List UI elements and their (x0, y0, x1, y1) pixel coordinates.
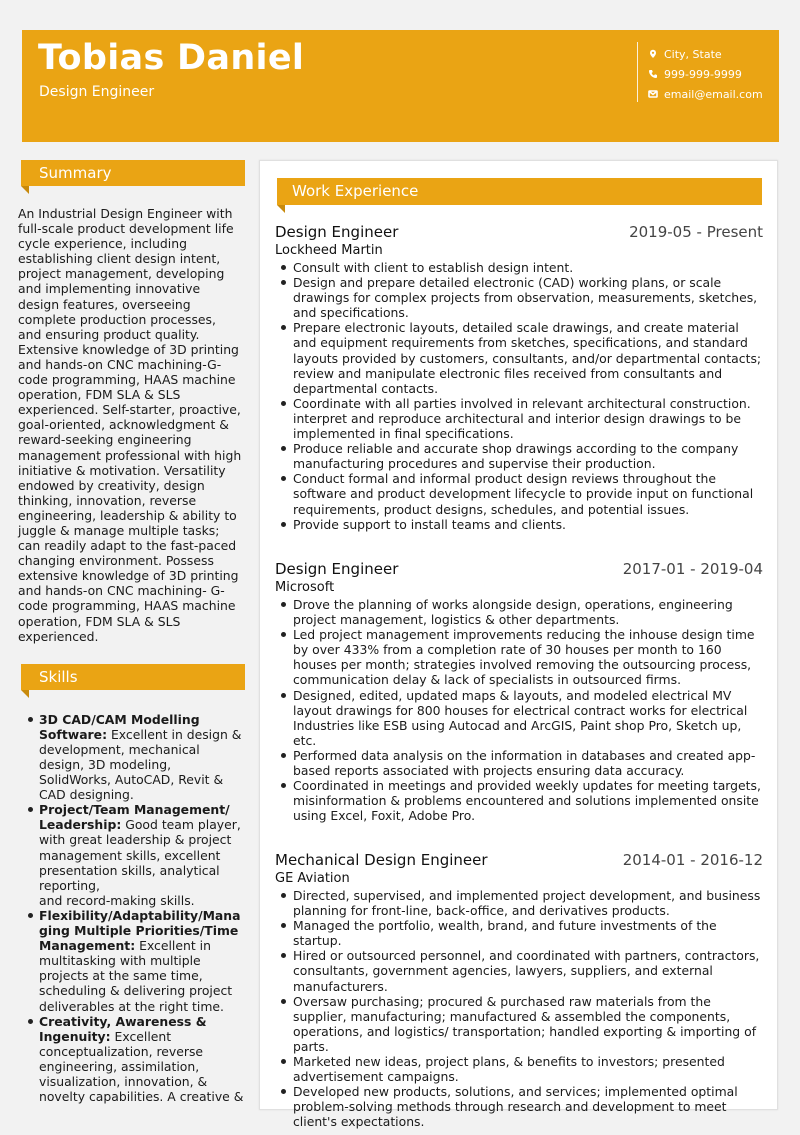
contact-divider (637, 42, 638, 102)
job-bullet: Developed new products, solutions, and services; implemented optimal problem-solving methods through research and development to meet client's expectations. (275, 1084, 763, 1129)
skill-label: Flexibility/Adaptability/Managing Multiple Priorities/Time Management: (39, 907, 241, 954)
skill-label: 3D CAD/CAM Modelling Software: (39, 711, 200, 742)
job-entry (275, 851, 763, 1130)
job-bullet: Performed data analysis on the information in databases and created app-based reports associated with projects ensuring data accuracy. (275, 748, 763, 778)
job-bullet: Directed, supervised, and implemented project development, and business planning for front-line, back-office, and derivatives products. (275, 888, 763, 918)
skill-label: Project/Team Management/ Leadership: (39, 802, 230, 833)
job-bullet: Oversaw purchasing; procured & purchased raw materials from the supplier, manufacturing; manufactured & assembled the components, operations, and logistics/ transportation; handled exporting & importing of parts. (275, 994, 763, 1054)
job-bullets (275, 888, 763, 1130)
job-bullet: Managed the portfolio, wealth, brand, and future investments of the startup. (275, 918, 763, 948)
main-content (259, 160, 778, 1130)
job-bullet: Coordinate with all parties involved in relevant architectural construction. interpret and reproduce architectural and interior design drawings to be implemented in final specifications. (275, 396, 763, 441)
skill-text: Excellent in multitasking with multiple projects at the same time, scheduling & delivering project deliverables at the right time. (39, 938, 233, 1014)
contact-email[interactable] (648, 84, 763, 104)
skill-text: Excellent in design & development, mechanical design, 3D modeling, SolidWorks, AutoCAD, Revit & CAD designing. (39, 726, 242, 803)
job-date: 2014-01 - 2016-12 (622, 851, 763, 869)
contact-info (648, 44, 763, 104)
job-bullet: Designed, edited, updated maps & layouts, and modeled electrical MV layout drawings for 800 houses for electrical contract works for electrical Industries like ESB using Autocad and ArcGIS, Paint shop Pro, Sketch up, etc. (275, 688, 763, 748)
job-title: Design Engineer (275, 560, 399, 578)
work-experience-heading: Work Experience (277, 178, 762, 205)
candidate-name: Tobias Daniel (38, 38, 305, 78)
job-bullet: Prepare electronic layouts, detailed scale drawings, and create material and equipment requirements from sketches, specifications, and standard layouts provided by customers, consultants, and/or departmental contacts; review and manipulate electronic files received from consultants and departmental contacts. (275, 320, 763, 395)
sidebar (18, 160, 244, 1104)
skill-label: Creativity, Awareness & Ingenuity: (39, 1013, 207, 1044)
job-title: Mechanical Design Engineer (275, 851, 488, 869)
email-icon (648, 89, 658, 99)
job-bullet: Produce reliable and accurate shop drawings according to the company manufacturing procedures and supervise their production. (275, 441, 763, 471)
phone-text: 999-999-9999 (664, 67, 742, 81)
skill-item (28, 1014, 244, 1105)
resume-header (22, 30, 779, 142)
job-company: Microsoft (275, 580, 335, 595)
job-bullet: Design and prepare detailed electronic (CAD) working plans, or scale drawings for complex projects from observation, measurements, sketches, and specifications. (275, 275, 763, 320)
job-date: 2019-05 - Present (629, 223, 763, 241)
candidate-role: Design Engineer (39, 84, 155, 100)
job-entry (275, 560, 763, 823)
job-bullet: Hired or outsourced personnel, and coordinated with partners, contractors, consultants, government agencies, lawyers, suppliers, and external manufacturers. (275, 948, 763, 993)
job-bullet: Conduct formal and informal product design reviews throughout the software and product development lifecycle to provide input on functional requirements, product designs, schedules, and potential issues. (275, 471, 763, 516)
skill-item (28, 802, 244, 908)
email-text[interactable]: email@email.com (664, 87, 763, 101)
contact-location (648, 44, 763, 64)
location-pin-icon (648, 49, 658, 59)
job-company: GE Aviation (275, 871, 350, 886)
skill-item (28, 908, 244, 1014)
job-bullet: Drove the planning of works alongside design, operations, engineering project management, logistics & other departments. (275, 597, 763, 627)
job-date: 2017-01 - 2019-04 (622, 560, 763, 578)
job-bullet: Consult with client to establish design intent. (275, 260, 763, 275)
skill-text: Excellent conceptualization, reverse engineering, assimilation, visualization, innovation, & novelty capabilities. A creative & (39, 1028, 244, 1105)
job-bullet: Coordinated in meetings and provided weekly updates for meeting targets, misinformation & problems encountered and solutions implemented onsite using Excel, Foxit, Adobe Pro. (275, 778, 763, 823)
skill-item (28, 712, 244, 803)
contact-phone (648, 64, 763, 84)
job-bullet: Led project management improvements reducing the inhouse design time by over 433% from a completion rate of 30 houses per month to 160 houses per month; strategies involved removing the outsourcing process, communication delay & lack of specialists in outsourced firms. (275, 627, 763, 687)
job-bullet: Marketed new ideas, project plans, & benefits to investors; presented advertisement campaigns. (275, 1054, 763, 1084)
skills-heading: Skills (21, 664, 245, 690)
skill-text: Good team player, with great leadership & project management skills, excellent presentation skills, analytical reporting, and record-making skills. (39, 817, 241, 908)
job-company: Lockheed Martin (275, 243, 383, 258)
summary-heading: Summary (21, 160, 245, 186)
job-entry (275, 223, 763, 532)
phone-icon (648, 69, 658, 79)
job-bullets (275, 597, 763, 823)
summary-text: An Industrial Design Engineer with full-scale product development life cycle experience, including establishing client design intent, project management, developing and implementing innovative design features, overseeing complete production processes, and ensuring product quality. Extensive knowledge of 3D printing and hands-on CNC machining-G-code programming, HAAS machine operation, FDM SLA & SLS experienced. Self-starter, proactive, goal-oriented, acknowledgment & reward-seeking engineering management professional with high initiative & motivation. Versatility endowed by creativity, design thinking, innovation, reverse engineering, leadership & ability to juggle & manage multiple tasks; can readily adapt to the fast-paced changing environment. Possess extensive knowledge of 3D printing and hands-on CNC machining- G-code programming, HAAS machine operation, FDM SLA & SLS experienced. (18, 206, 242, 644)
job-bullets (275, 260, 763, 532)
location-text: City, State (664, 47, 722, 61)
job-bullet: Provide support to install teams and clients. (275, 517, 763, 532)
skills-list (18, 712, 244, 1104)
job-title: Design Engineer (275, 223, 399, 241)
